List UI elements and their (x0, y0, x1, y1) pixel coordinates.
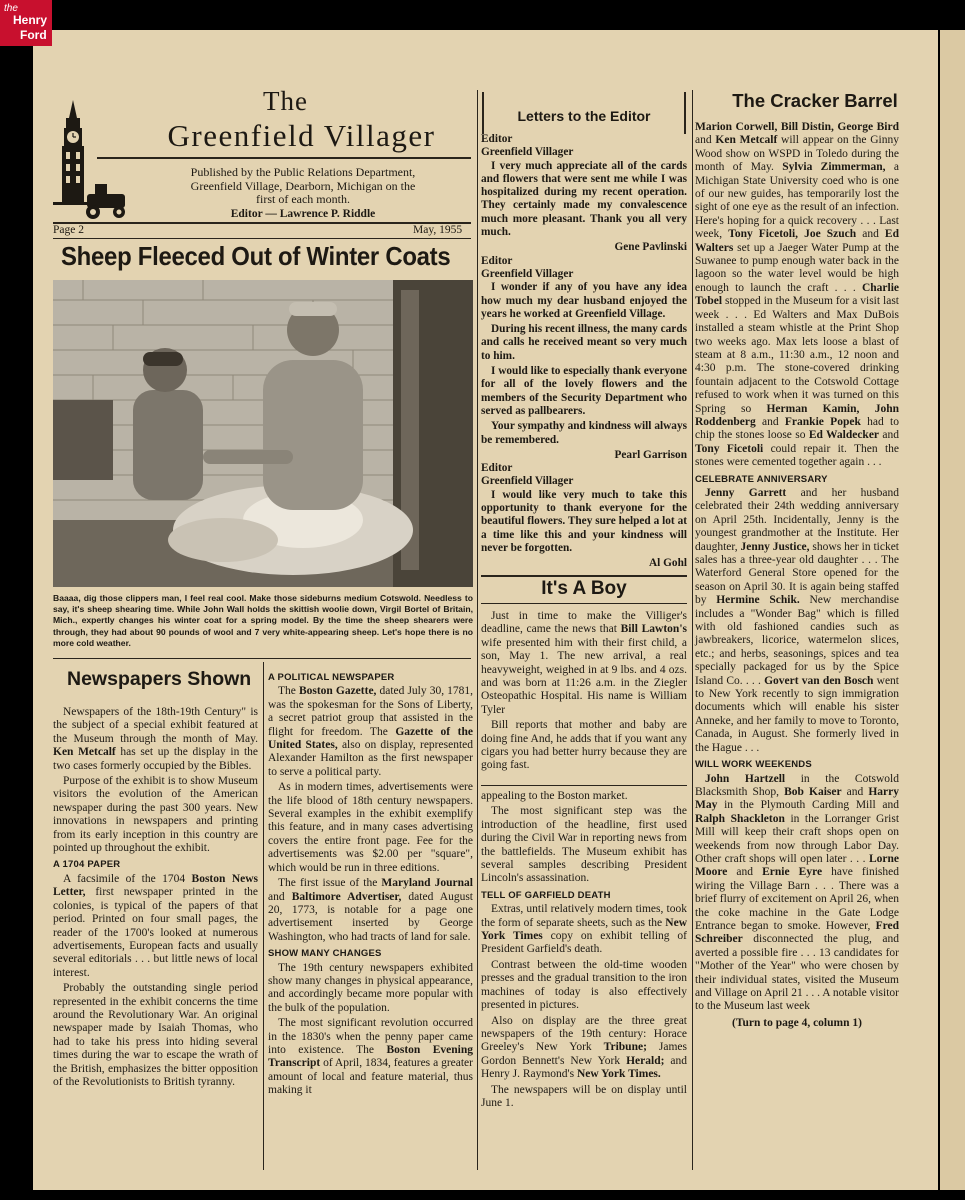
cracker-headline: The Cracker Barrel (732, 90, 898, 111)
letter-paragraph: I would like very much to take this opportunity to thank everyone for the beautiful flowers. They sure helped a lot at a time like this and your kindness will never be forgotten. (481, 488, 687, 554)
folio-rule-bottom (53, 238, 471, 239)
masthead-title: Greenfield Villager (167, 118, 436, 153)
bold-name: New York Times (481, 916, 687, 943)
letter-paragraph: During his recent illness, the many cards and calls he received meant so very much to him. (481, 323, 687, 362)
bold-name: Ken Metcalf (715, 134, 778, 147)
letter-paragraph: I wonder if any of you have any idea how much my dear husband enjoyed the years he worked at Greenfield Village. (481, 281, 687, 320)
newspapers-column-3 (481, 790, 687, 1112)
cracker-body (695, 121, 899, 1030)
letter-signature: Al Gohl (649, 557, 687, 570)
boy-top-rule (481, 575, 687, 577)
clock-tower-logo-icon (47, 98, 133, 222)
bold-name: Ed Walters (695, 228, 899, 254)
bold-name: John Hartzell (705, 772, 786, 785)
article-paragraph: The most significant revolution occurred in the 1830's when the penny paper came into existence. The Boston Evening Transcript of April, 1834, features a greater amount of local and feature material, thus making it (268, 1017, 473, 1097)
section-subhead: WILL WORK WEEKENDS (695, 759, 812, 771)
bold-name: Lorne Moore (695, 852, 899, 879)
bold-name: Maryland Journal (381, 877, 473, 890)
logo-the: the (4, 3, 18, 14)
letter-address: Greenfield Villager (481, 475, 574, 488)
continued-line: (Turn to page 4, column 1) (732, 1016, 862, 1029)
bold-name: Boston News Letter, (53, 872, 259, 899)
column-paragraph: John Hartzell in the Cotswold Blacksmith Shop, Bob Kaiser and Harry May in the Plymouth Carding Mill and Ralph Shackleton in the Lorranger Grist Mill will keep their craft shops open on weekends from now through Labor Day. Other craft shops will open later . . . Lorne Moore and Ernie Eyre have finished wiring the Village Barn . . . There was a brief flurry of excitement on April 26, when the coke machine in the Gate Lodge Entrance began to smoke. However, Fred Schreiber disconnected the plug, and averted a possible fire . . . 13 candidates for "Mother of the Year" who were chosen by their individual states, visited the Museum and Village on April 21 . . . A notable visitor to the Museum last week (695, 772, 900, 1013)
boy-body (481, 610, 687, 775)
column-paragraph: Jenny Garrett and her husband celebrated their 24th wedding anniversary on April 25th. Incidentally, Jenny is the youngest grandmother at the Institute. Her daughter, Jenny Justice, shows her in ticket sales has a three-year old daughter . . . The Waterford General Store opened for the season on April 30. It is again being staffed by Hermine Schik. New merchandise includes a "Wonder Bag" which is filled with old fashioned candies such as jawbreakers, licorice, watermelon slices, etc.; and herbs, seasonings, spices and tea specially packaged for us by the Spice Island Co. . . . Govert van den Bosch went to New York recently to sign immigration documents which will enable his sister Anneke, and her family to move to Toronto, Canada, in August. She formerly lived in the Hague . . . (695, 486, 900, 754)
article-paragraph: appealing to the Boston market. (481, 790, 628, 802)
masthead-rule (97, 157, 471, 159)
bold-name: Jenny Garrett (705, 486, 787, 499)
masthead-the: The (263, 86, 308, 116)
letter-address: Editor (481, 462, 513, 475)
article-paragraph: Also on display are the three great newspapers of the 19th century: Horace Greeley's New York Tribune; James Gordon Bennett's New York Herald; and Henry J. Raymond's New York Times. (481, 1014, 687, 1081)
bold-name: Jenny Justice, (740, 540, 810, 553)
sheep-bottom-rule (53, 658, 471, 659)
bold-name: Ken Metcalf (53, 746, 116, 759)
issue-date: May, 1955 (413, 224, 463, 236)
section-subhead: CELEBRATE ANNIVERSARY (695, 473, 828, 485)
bold-name: Hermine Schik. (716, 594, 800, 607)
bold-name: Herald; (626, 1054, 665, 1067)
article-paragraph: The first issue of the Maryland Journal and Baltimore Advertiser, dated August 20, 1773, is notable for a page one advertisement inserted by George Washington, who had tracts of land for sale. (268, 877, 474, 943)
letter-signature: Pearl Garrison (614, 448, 687, 461)
letter-paragraph: Your sympathy and kindness will always be remembered. (481, 420, 687, 446)
article-paragraph: Probably the outstanding single period represented in the exhibit concerns the time around the Revolutionary War. An original newspaper made by Isaiah Thomas, who had to take his press into hiding several times during the war to escape the wrath of the British, emphasizes the bitter opposition of the Revolutionists to British tyranny. (53, 982, 258, 1088)
letter-paragraph: I very much appreciate all of the cards and flowers that were sent me while I was hospitalized during my recent operation. They certainly made my convalescence much more pleasant. Thank you all very much. (481, 159, 687, 239)
bold-name: Herman Kamin, John Roddenberg (695, 402, 899, 428)
article-paragraph: Newspapers of the 18th-19th Century" is the subject of a special exhibit featured at the Museum through the month of May. Ken Metcalf has set up the display in the two cases formerly occupied by the Bibles. (53, 706, 258, 772)
bold-name: Tony Ficetoli, Joe Szuch (728, 228, 857, 241)
bold-name: Charlie Tobel (695, 281, 899, 308)
column-rule-2 (477, 90, 478, 1170)
folio-rule (53, 222, 471, 224)
article-paragraph: As in modern times, advertisements were the life blood of 18th century newspapers. Several examples in the exhibit exemplify this feature, and in many cases advertising covers the entire front page. Fee for the advertisements was $2.00 per "square", which would be run in three editions. (268, 781, 473, 874)
column-rule-1 (263, 662, 264, 1170)
article-paragraph: Purpose of the exhibit is to show Museum visitors the evolution of the American newspaper during the past 300 years. New innovations in newspapers and printing from its early inception in this country are pointed up throughout the exhibit. (53, 775, 258, 855)
bold-name: Tribune; (603, 1041, 647, 1054)
bold-name: Boston Evening Transcript (268, 1043, 473, 1070)
letters-headline: Letters to the Editor (517, 108, 651, 124)
bold-name: Boston Gazette, (298, 685, 377, 698)
article-paragraph: Bill reports that mother and baby are doing fine And, he adds that if you want any cigars you had better hurry because they are going fast. (481, 719, 687, 772)
bold-name: Ernie Eyre (762, 866, 823, 879)
boy-bottom-rule (481, 785, 687, 786)
bold-name: Baltimore Advertiser, (291, 890, 402, 903)
article-paragraph: The Boston Gazette, dated July 30, 1781, was the spokesman for the Sons of Liberty, a secret patriot group that assisted in the flight for freedom. The Gazette of the United States, also on display, represented Alexander Hamilton as the first newspaper to serve a political party. (268, 685, 474, 778)
sheep-headline: Sheep Fleeced Out of Winter Coats (61, 241, 451, 271)
letters-body (481, 133, 687, 571)
column-rule-3 (692, 90, 693, 1170)
sheep-photo-caption: Baaaa, dig those clippers man, I feel real cool. Make those sideburns medium Cotswold. Needless to say, it's sheep shearing time. While John Wall holds the skittish woolie down, Virgil Bortel of Britain, Mich., expertly changes his winter coat for a spring model. By the time the sheep shearers were through, they had about 90 pounds of wool and 7 very white-appearing sheep. Let's hope there is no more cold weather. (53, 593, 473, 648)
newspaper-page (33, 30, 938, 1190)
boy-under-rule (481, 603, 687, 604)
adjacent-page-edge (940, 30, 965, 1190)
bold-name: New York Times. (576, 1068, 661, 1081)
henry-ford-logo (0, 0, 52, 46)
newspapers-column-2 (268, 668, 473, 1100)
article-paragraph: The most significant step was the introduction of the headline, first used during the Civil War in reporting news from the battlefields. The Museum exhibit has several samples describing President Lincoln's assassination. (481, 805, 687, 885)
section-subhead: A 1704 PAPER (53, 859, 121, 871)
boy-headline: It's A Boy (541, 578, 627, 599)
bold-name: Marion Corwell, Bill Distin, George Bird (695, 121, 899, 133)
article-paragraph: Contrast between the old-time wooden presses and the gradual transition to the iron machines of today is also effectively presented in pictures. (481, 958, 687, 1012)
article-paragraph: The newspapers will be on display until June 1. (481, 1083, 687, 1109)
bold-name: Sylvia Zimmerman, (782, 161, 886, 174)
bold-name: Fred Schreiber (695, 919, 899, 946)
logo-ford: Ford (20, 28, 47, 42)
bold-name: Govert van den Bosch (764, 674, 874, 687)
letter-paragraph: I would like to especially thank everyone for all of the lovely flowers and the members of the Security Department who served as pallbearers. (481, 365, 687, 417)
masthead-published: Published by the Public Relations Department, Greenfield Village, Dearborn, Michigan on the first of each month. (190, 165, 416, 206)
bold-name: Ed Waldecker (808, 429, 880, 442)
section-subhead: SHOW MANY CHANGES (268, 948, 382, 960)
sheep-shearing-photo (53, 280, 473, 587)
bold-name: Bob Kaiser (784, 785, 842, 798)
bold-name: Tony Ficetoli (695, 442, 764, 455)
letter-address: Editor (481, 133, 513, 145)
letter-address: Editor (481, 254, 513, 267)
bold-name: Frankie Popek (784, 415, 861, 428)
article-paragraph: The 19th century newspapers exhibited show many changes in physical appearance, and accordingly became more popular with the bulk of the population. (268, 961, 473, 1014)
page-number: Page 2 (53, 224, 84, 236)
letter-address: Greenfield Villager (481, 267, 574, 280)
newspapers-headline: Newspapers Shown (67, 668, 252, 690)
column-paragraph: Marion Corwell, Bill Distin, George Bird and Ken Metcalf will appear on the Ginny Wood show on WSPD in Toledo during the month of May. Sylvia Zimmerman, a Michigan State University coed who is one of our new guides, has temporarily lost the sight of one eye as the result of an infection. Here's hoping for a quick recovery . . . Last week, Tony Ficetoli, Joe Szuch and Ed Walters set up a Jaeger Water Pump at the Suwanee to pump enough water back in the lagoon so the water level would be high enough to launch the craft . . . Charlie Tobel stopped in the Museum for a visit last week . . . Ed Walters and Max DuBois installed a steam whistle at the Print Shop two weeks ago. Max lets loose a blast of steam at 8 a.m., 11:30 a.m., 12 noon and 4:30 p.m. The stone-covered drinking fountain adjacent to the Cotswold Cottage refused to work when it was turned on this Spring so Herman Kamin, John Roddenberg and Frankie Popek had to chip the stones loose so Ed Waldecker and Tony Ficetoli could repair it. Then the stones were cemented together again . . . (695, 121, 900, 469)
logo-henry: Henry (13, 13, 48, 27)
letter-address: Greenfield Villager (481, 146, 574, 159)
newspapers-column-1 (53, 706, 258, 1091)
bold-name: Bill Lawton's (620, 623, 687, 636)
article-paragraph: A facsimile of the 1704 Boston News Letter, first newspaper printed in the colonies, is typical of the papers of that period. Printed on four small pages, the reader of the 1700's looked at numerous advertisements, European facts and usually several editorials . . . but little news of local interest. (53, 872, 259, 979)
letter-signature: Gene Pavlinski (614, 241, 687, 254)
section-subhead: TELL OF GARFIELD DEATH (481, 889, 611, 901)
section-subhead: A POLITICAL NEWSPAPER (268, 672, 395, 683)
bold-name: Gazette of the United States, (268, 725, 473, 752)
masthead-editor: Editor — Lawrence P. Riddle (230, 208, 376, 220)
article-paragraph: Just in time to make the Villiger's deadline, came the news that Bill Lawton's wife presented him with their first child, a son, May 1. The new arrival, a real heavyweight, weighed in at 9 lbs. and 4 ozs. and was born at 11:26 a.m. in the Ziegler Osteopathic Hospital. His name is William Tyler (481, 610, 687, 716)
bold-name: Harry May (695, 785, 900, 812)
bold-name: Ralph Shackleton (695, 812, 785, 825)
article-paragraph: Extras, until relatively modern times, took the form of separate sheets, such as the New York Times copy on exhibit telling of President Garfield's death. (481, 903, 687, 956)
